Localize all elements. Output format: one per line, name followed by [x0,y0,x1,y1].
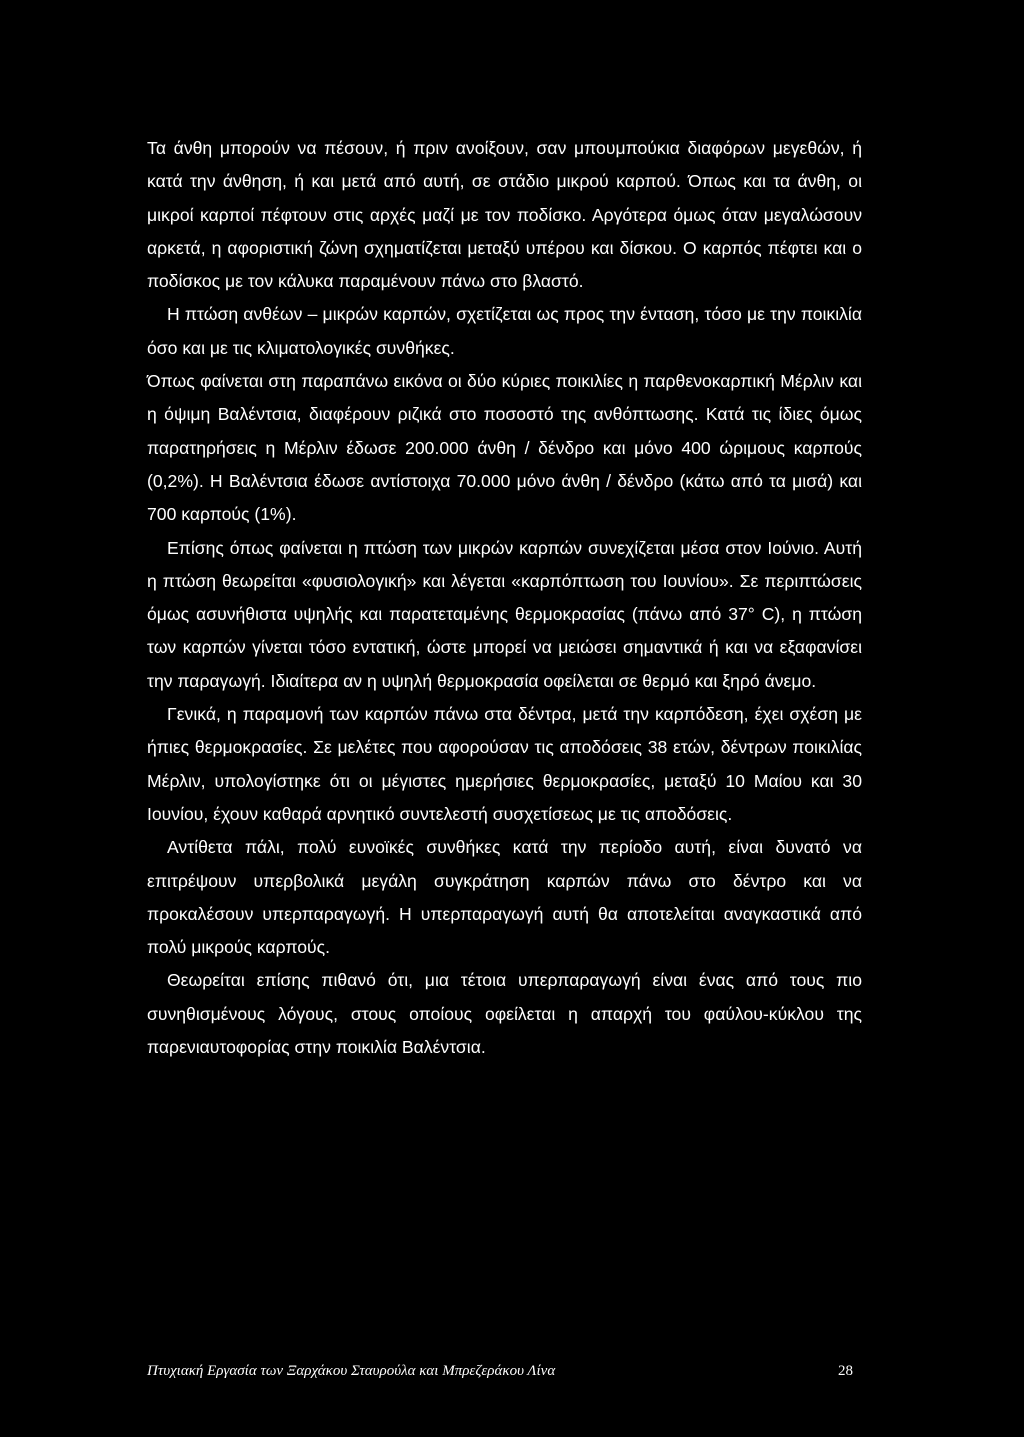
footer-text: Πτυχιακή Εργασία των Ξαρχάκου Σταυρούλα και Μπρεζεράκου Λίνα [147,1363,556,1379]
paragraph-2: Η πτώση ανθέων – μικρών καρπών, σχετίζεται ως προς την ένταση, τόσο με την ποικιλία όσο και με τις κλιματολογικές συνθήκες. [147,304,862,358]
paragraph-4: Επίσης όπως φαίνεται η πτώση των μικρών καρπών συνεχίζεται μέσα στον Ιούνιο. Αυτή η πτώση θεωρείται «φυσιολογική» και λέγεται «καρπόπτωση του Ιουνίου». Σε περιπτώσεις όμως ασυνήθιστα υψηλής και παρατεταμένης θερμοκρασίας (πάνω από 37° C), η πτώση των καρπών γίνεται τόσο εντατική, ώστε μπορεί να μειώσει σημαντικά ή και να εξαφανίσει την παραγωγή. Ιδιαίτερα αν η υψηλή θερμοκρασία οφείλεται σε θερμό και ξηρό άνεμο. [147,537,862,691]
paragraph-7: Θεωρείται επίσης πιθανό ότι, μια τέτοια υπερπαραγωγή είναι ένας από τους πιο συνηθισμένους λόγους, στους οποίους οφείλεται η απαρχή του φαύλου-κύκλου της παρενιαυτοφορίας στην ποικιλία Βαλέντσια. [147,970,862,1058]
page-footer [147,1363,853,1380]
paragraph-6: Αντίθετα πάλι, πολύ ευνοϊκές συνθήκες κατά την περίοδο αυτή, είναι δυνατό να επιτρέψουν υπερβολικά μεγάλη συγκράτηση καρπών πάνω στο δέντρο και να προκαλέσουν υπερπαραγωγή. Η υπερπαραγωγή αυτή θα αποτελείται αναγκαστικά από πολύ μικρούς καρπούς. [147,837,862,958]
paragraph-5: Γενικά, η παραμονή των καρπών πάνω στα δέντρα, μετά την καρπόδεση, έχει σχέση με ήπιες θερμοκρασίες. Σε μελέτες που αφορούσαν τις αποδόσεις 38 ετών, δέντρων ποικιλίας Μέρλιν, υπολογίστηκε ότι οι μέγιστες ημερήσιες θερμοκρασίες, μεταξύ 10 Μαίου και 30 Ιουνίου, έχουν καθαρά αρνητικό συντελεστή συσχετίσεως με τις αποδόσεις. [147,704,862,824]
paragraph-3: Όπως φαίνεται στη παραπάνω εικόνα οι δύο κύριες ποικιλίες η παρθενοκαρπική Μέρλιν και η όψιμη Βαλέντσια, διαφέρουν ριζικά στο ποσοστό της ανθόπτωσης. Κατά τις ίδιες όμως παρατηρήσεις η Μέρλιν έδωσε 200.000 άνθη / δένδρο και μόνο 400 ώριμους καρπούς (0,2%). Η Βαλέντσια έδωσε αντίστοιχα 70.000 μόνο άνθη / δένδρο (κάτω από τα μισά) και 700 καρπούς (1%). [147,371,862,525]
page-number: 28 [838,1363,853,1379]
body-text [147,132,862,1064]
paragraph-1: Τα άνθη μπορούν να πέσουν, ή πριν ανοίξουν, σαν μπουμπούκια διαφόρων μεγεθών, ή κατά την άνθηση, ή και μετά από αυτή, σε στάδιο μικρού καρπού. Όπως και τα άνθη, οι μικροί καρποί πέφτουν στις αρχές μαζί με τον ποδίσκο. Αργότερα όμως όταν μεγαλώσουν αρκετά, η αφοριστική ζώνη σχηματίζεται μεταξύ υπέρου και δίσκου. Ο καρπός πέφτει και ο ποδίσκος με τον κάλυκα παραμένουν πάνω στο βλαστό. [147,138,862,292]
